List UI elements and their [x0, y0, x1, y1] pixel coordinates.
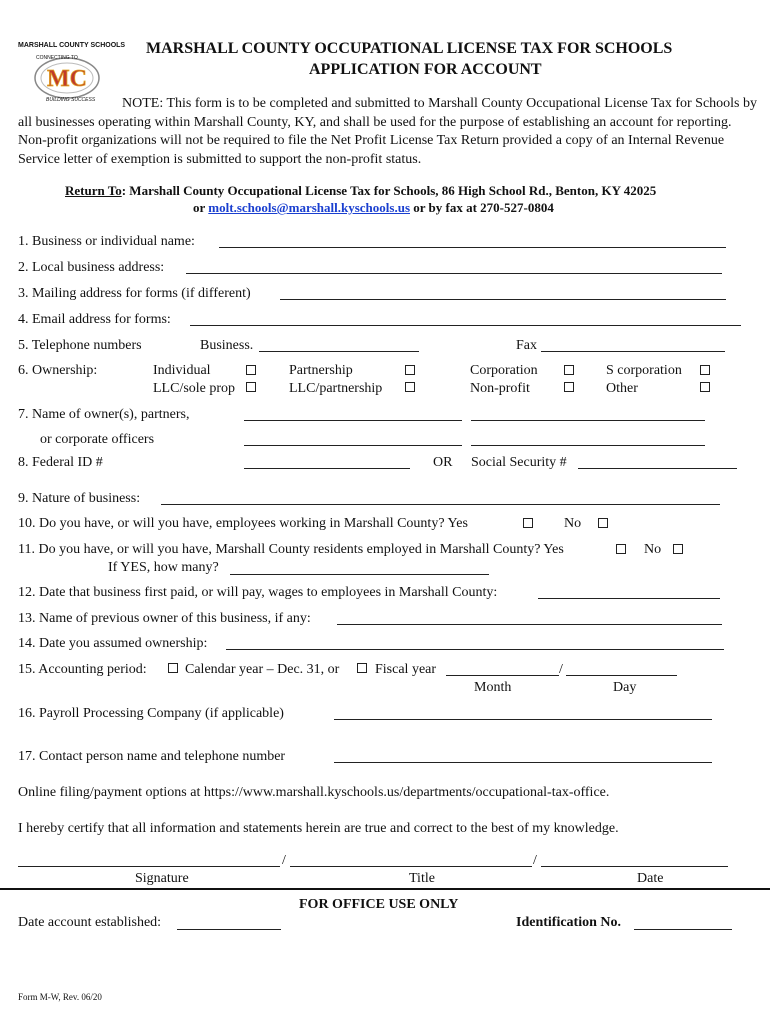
sig-slash-2: /: [533, 853, 537, 868]
mailing-address-field[interactable]: [280, 299, 726, 300]
own-other-checkbox[interactable]: [700, 382, 710, 392]
own-partnership-label: Partnership: [289, 363, 353, 378]
federal-id-field[interactable]: [244, 468, 410, 469]
logo-monogram: MC: [47, 66, 87, 92]
q14-label: 14. Date you assumed ownership:: [18, 636, 208, 651]
q8-ssn-label: Social Security #: [471, 455, 567, 470]
own-individual-label: Individual: [153, 363, 211, 378]
q16-label: 16. Payroll Processing Company (if applicable): [18, 706, 284, 721]
logo-tagline: CONNECTING TO: [36, 55, 78, 61]
calendar-year-label: Calendar year – Dec. 31, or: [185, 662, 340, 677]
first-wages-date-field[interactable]: [538, 598, 720, 599]
signature-label: Signature: [135, 871, 189, 886]
fiscal-day-field[interactable]: [566, 675, 677, 676]
q4-label: 4. Email address for forms:: [18, 312, 171, 327]
online-filing-text: Online filing/payment options at https://www.marshall.kyschools.us/departments/occupational-tax-office.: [18, 785, 610, 800]
owner-name-field-2[interactable]: [471, 420, 705, 421]
email-link[interactable]: molt.schools@marshall.kyschools.us: [208, 200, 410, 215]
own-scorp-label: S corporation: [606, 363, 682, 378]
ownership-date-field[interactable]: [226, 649, 724, 650]
q17-label: 17. Contact person name and telephone number: [18, 749, 286, 764]
return-or: or: [193, 200, 206, 215]
q11-label: 11. Do you have, or will you have, Marshall County residents employed in Marshall County? Yes: [18, 542, 564, 557]
office-divider: [0, 888, 770, 890]
identification-label: Identification No.: [516, 915, 621, 930]
own-llc-partnership-checkbox[interactable]: [405, 382, 415, 392]
signature-field[interactable]: [18, 866, 280, 867]
payroll-company-field[interactable]: [334, 719, 712, 720]
q2-label: 2. Local business address:: [18, 260, 165, 275]
form-revision: Form M-W, Rev. 06/20: [18, 992, 102, 1002]
q12-label: 12. Date that business first paid, or will pay, wages to employees in Marshall County:: [18, 585, 498, 600]
q3-label: 3. Mailing address for forms (if different): [18, 286, 251, 301]
title-field[interactable]: [290, 866, 532, 867]
fiscal-year-label: Fiscal year: [375, 662, 437, 677]
form-subtitle: APPLICATION FOR ACCOUNT: [309, 61, 542, 78]
business-name-field[interactable]: [219, 247, 726, 248]
return-to-label: Return To: [65, 183, 122, 198]
form-title: MARSHALL COUNTY OCCUPATIONAL LICENSE TAX FOR SCHOOLS: [146, 40, 673, 57]
q11-no-checkbox[interactable]: [673, 544, 683, 554]
date-established-field[interactable]: [177, 929, 281, 930]
resident-count-field[interactable]: [230, 574, 489, 575]
q6-label: 6. Ownership:: [18, 363, 98, 378]
form-note: NOTE: This form is to be completed and submitted to Marshall County Occupational License Tax for Schools by all businesses operating within Marshall County, KY, and shall be used for the purpose of establishing an account for reporting. Non-profit organizations will not be required to file the Net Profit License Tax Return provided a copy of an Internal Revenue Service letter of exemption is submitted to support the non-profit status.: [18, 96, 757, 167]
fiscal-slash: /: [559, 662, 563, 677]
logo-tagline2: BUILDING SUCCESS: [46, 97, 96, 103]
own-partnership-checkbox[interactable]: [405, 365, 415, 375]
own-corporation-label: Corporation: [470, 363, 538, 378]
fax-field[interactable]: [541, 351, 725, 352]
q1-label: 1. Business or individual name:: [18, 234, 195, 249]
return-to-line: [65, 184, 656, 197]
return-to-address: : Marshall County Occupational License Tax for Schools, 86 High School Rd., Benton, KY 42025: [121, 183, 657, 198]
local-address-field[interactable]: [186, 273, 722, 274]
own-nonprofit-label: Non-profit: [470, 381, 530, 396]
q10-yes-checkbox[interactable]: [523, 518, 533, 528]
fiscal-month-field[interactable]: [446, 675, 559, 676]
q11-no-label: No: [644, 542, 662, 557]
q7b-label: or corporate officers: [40, 432, 155, 447]
q10-no-label: No: [564, 516, 582, 531]
q8-or: OR: [433, 455, 453, 470]
identification-field[interactable]: [634, 929, 732, 930]
own-llc-sole-checkbox[interactable]: [246, 382, 256, 392]
q13-label: 13. Name of previous owner of this business, if any:: [18, 611, 311, 626]
q8-label: 8. Federal ID #: [18, 455, 103, 470]
date-field[interactable]: [541, 866, 728, 867]
date-label: Date: [637, 871, 664, 886]
sig-slash-1: /: [282, 853, 286, 868]
ssn-field[interactable]: [578, 468, 737, 469]
fiscal-month-label: Month: [474, 680, 512, 695]
q15-label: 15. Accounting period:: [18, 662, 147, 677]
certification-text: I hereby certify that all information and statements herein are true and correct to the best of my knowledge.: [18, 821, 619, 836]
owner-name-field-4[interactable]: [471, 445, 705, 446]
date-established-label: Date account established:: [18, 915, 162, 930]
office-use-heading: FOR OFFICE USE ONLY: [299, 897, 459, 912]
own-scorp-checkbox[interactable]: [700, 365, 710, 375]
return-to-contact: [193, 201, 554, 214]
own-corporation-checkbox[interactable]: [564, 365, 574, 375]
contact-person-field[interactable]: [334, 762, 712, 763]
email-field[interactable]: [190, 325, 741, 326]
business-phone-field[interactable]: [259, 351, 419, 352]
q5-fax-label: Fax: [516, 338, 537, 353]
q7-label: 7. Name of owner(s), partners,: [18, 407, 190, 422]
fiscal-day-label: Day: [613, 680, 637, 695]
logo-school-name: MARSHALL COUNTY SCHOOLS: [18, 42, 126, 49]
owner-name-field-1[interactable]: [244, 420, 462, 421]
previous-owner-field[interactable]: [337, 624, 722, 625]
owner-name-field-3[interactable]: [244, 445, 462, 446]
return-fax: or by fax at 270-527-0804: [413, 200, 554, 215]
own-llc-partnership-label: LLC/partnership: [289, 381, 383, 396]
nature-of-business-field[interactable]: [161, 504, 720, 505]
q5-label: 5. Telephone numbers: [18, 338, 142, 353]
q10-no-checkbox[interactable]: [598, 518, 608, 528]
own-llc-sole-label: LLC/sole prop: [153, 381, 236, 396]
own-individual-checkbox[interactable]: [246, 365, 256, 375]
q11-yes-checkbox[interactable]: [616, 544, 626, 554]
calendar-year-checkbox[interactable]: [168, 663, 178, 673]
q9-label: 9. Nature of business:: [18, 491, 141, 506]
own-nonprofit-checkbox[interactable]: [564, 382, 574, 392]
own-other-label: Other: [606, 381, 638, 396]
title-label: Title: [409, 871, 435, 886]
q10-label: 10. Do you have, or will you have, employees working in Marshall County? Yes: [18, 516, 468, 531]
fiscal-year-checkbox[interactable]: [357, 663, 367, 673]
q5-business-label: Business.: [200, 338, 254, 353]
q11-ifyes-label: If YES, how many?: [108, 560, 219, 575]
